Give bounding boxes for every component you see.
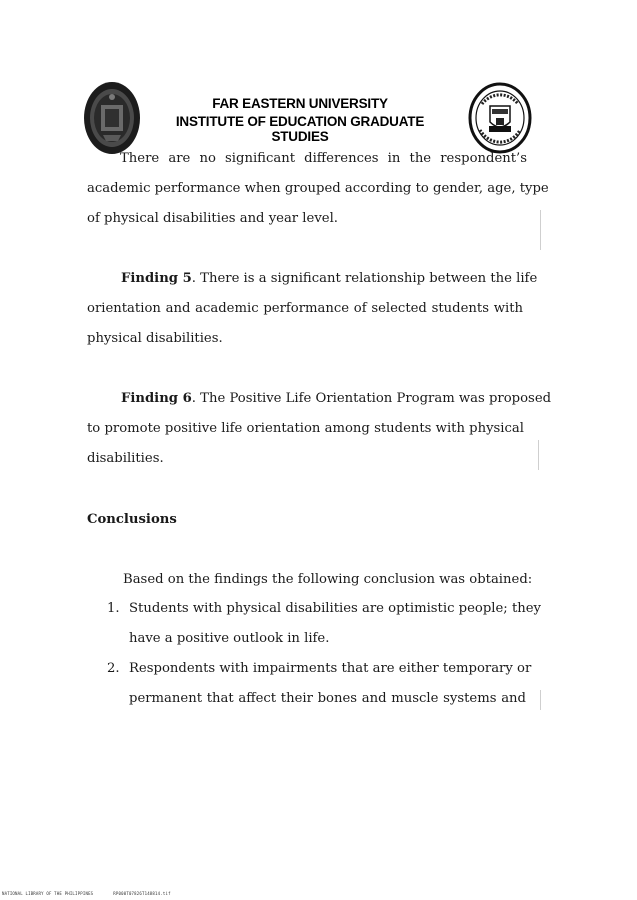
finding-6-line-3: disabilities. bbox=[87, 451, 164, 466]
footer-code: RP000T07826T148814.tif bbox=[113, 891, 171, 896]
conclusion-2-number: 2. bbox=[107, 661, 120, 676]
scan-mark bbox=[540, 690, 541, 710]
conclusions-heading: Conclusions bbox=[87, 512, 177, 527]
finding-5-text: . There is a significant relationship between the life bbox=[191, 271, 538, 286]
university-name: FAR EASTERN UNIVERSITY bbox=[212, 96, 388, 111]
finding-5-line-2: orientation and academic performance of selected students with bbox=[87, 301, 523, 316]
institute-name: INSTITUTE OF EDUCATION GRADUATE STUDIES bbox=[175, 114, 425, 144]
conclusion-2-line-1: Respondents with impairments that are either temporary or bbox=[129, 661, 532, 676]
finding-6-line-1 bbox=[121, 391, 552, 407]
conclusion-1-line-2: have a positive outlook in life. bbox=[129, 631, 330, 646]
scan-footer bbox=[2, 891, 191, 896]
footer-library: NATIONAL LIBRARY OF THE PHILIPPINES bbox=[2, 891, 94, 896]
scan-mark bbox=[540, 210, 541, 250]
conclusions-intro: Based on the findings the following conclusion was obtained: bbox=[123, 572, 533, 587]
paragraph-1-line-3: of physical disabilities and year level. bbox=[87, 211, 338, 226]
paragraph-1-line-1: There are no significant differences in the respondent’s bbox=[120, 151, 527, 166]
finding-5-line-3: physical disabilities. bbox=[87, 331, 223, 346]
finding-6-label: Finding 6 bbox=[121, 391, 192, 406]
paragraph-1-line-2: academic performance when grouped according to gender, age, type bbox=[87, 181, 549, 196]
conclusion-1-line-1: Students with physical disabilities are optimistic people; they bbox=[129, 601, 541, 616]
conclusion-1-number: 1. bbox=[107, 601, 120, 616]
conclusion-2-line-2: permanent that affect their bones and muscle systems and bbox=[129, 691, 526, 706]
scan-mark bbox=[538, 440, 539, 470]
university-seal-left bbox=[83, 81, 141, 155]
finding-6-text: . The Positive Life Orientation Program was proposed bbox=[191, 391, 552, 406]
finding-5-line-1 bbox=[121, 271, 538, 287]
institute-seal-right bbox=[468, 82, 532, 154]
finding-6-line-2: to promote positive life orientation among students with physical bbox=[87, 421, 524, 436]
finding-5-label: Finding 5 bbox=[121, 271, 192, 286]
